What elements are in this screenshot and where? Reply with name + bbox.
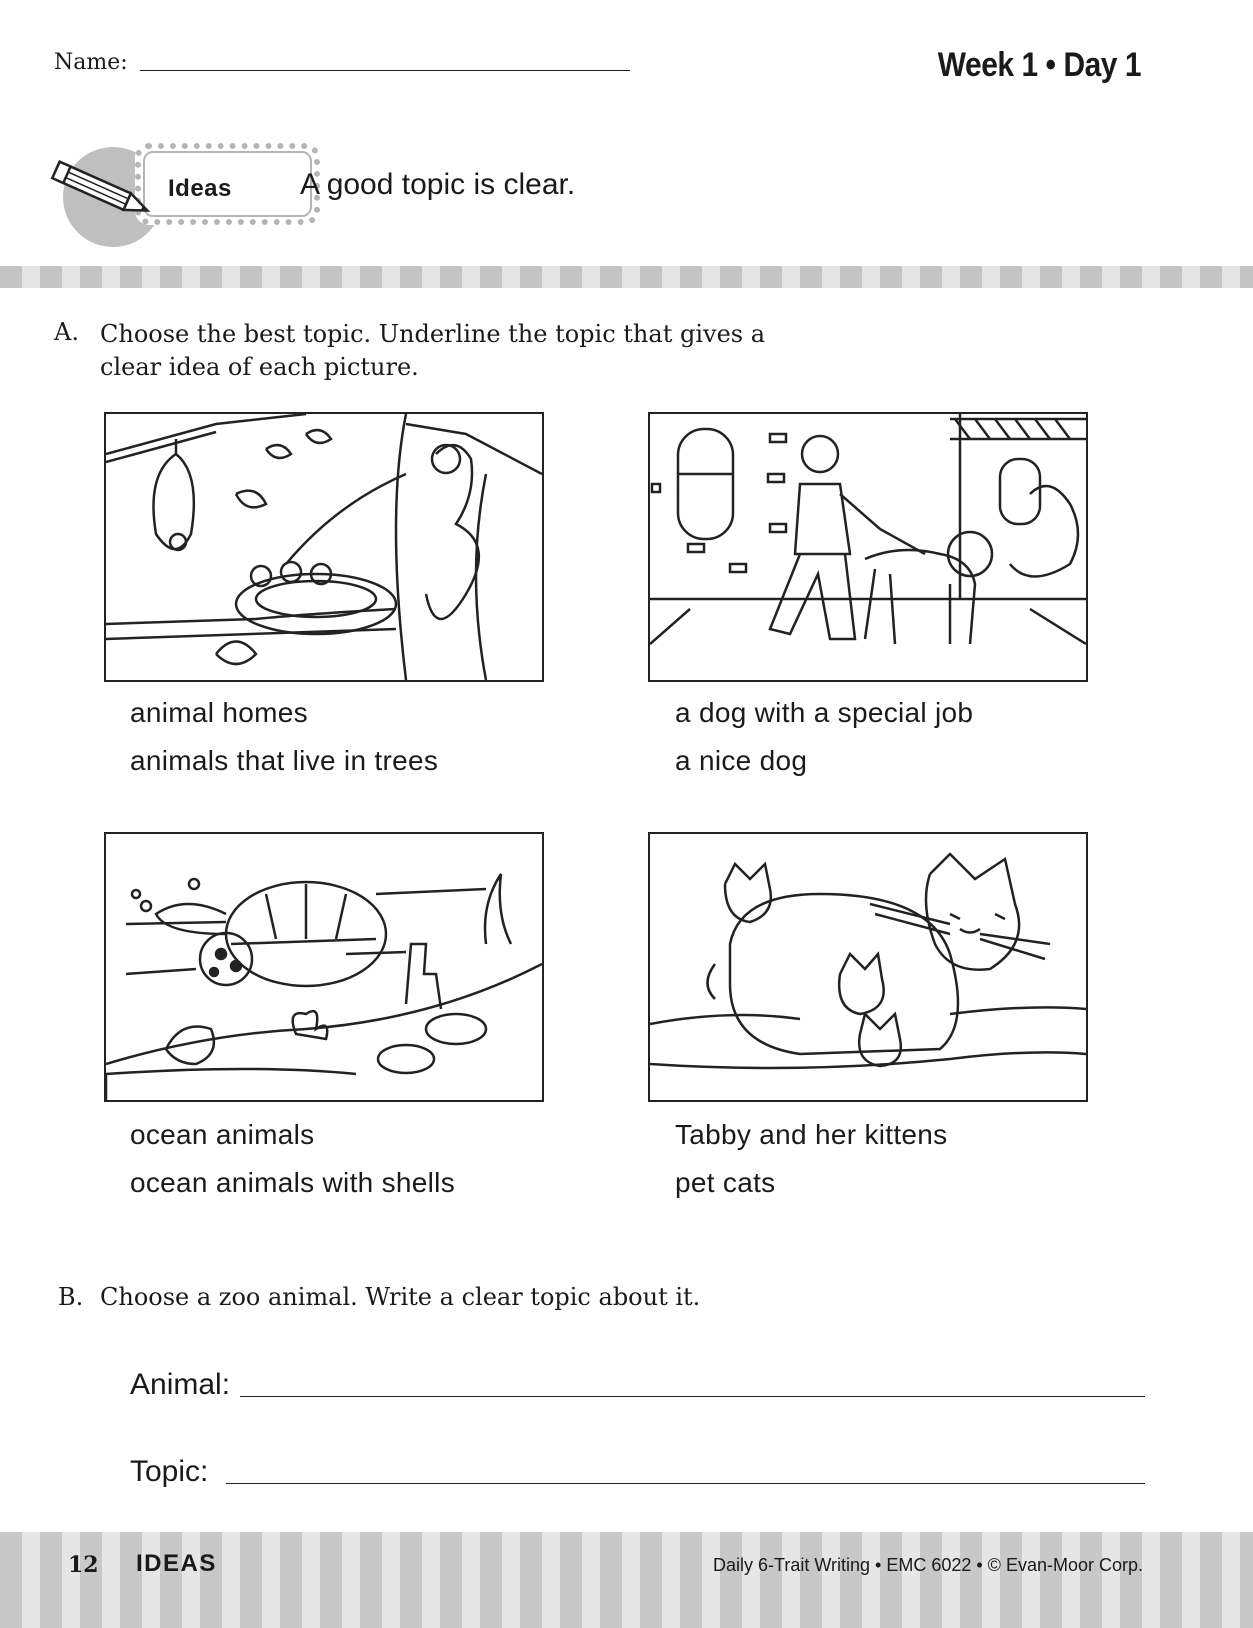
- option-ocean-animals-shells[interactable]: ocean animals with shells: [130, 1167, 455, 1198]
- option-tabby-kittens[interactable]: Tabby and her kittens: [675, 1119, 948, 1150]
- option-animals-in-trees[interactable]: animals that live in trees: [130, 745, 439, 776]
- trait-statement: A good topic is clear.: [300, 168, 576, 201]
- week-day-title: Week 1 • Day 1: [937, 46, 1141, 84]
- animal-input-line[interactable]: [240, 1396, 1145, 1397]
- footer-credit: Daily 6-Trait Writing • EMC 6022 • © Evan-Moor Corp.: [713, 1555, 1143, 1575]
- animal-label: Animal:: [130, 1368, 231, 1401]
- badge-label: Ideas: [168, 175, 232, 202]
- option-dog-special-job[interactable]: a dog with a special job: [675, 697, 974, 728]
- trees-animals-picture: [104, 412, 544, 682]
- topic-input-line[interactable]: [226, 1483, 1145, 1484]
- section-a-letter: A.: [54, 318, 79, 346]
- cat-kittens-picture: [648, 832, 1088, 1102]
- footer-section-name: IDEAS: [136, 1550, 217, 1577]
- section-b-letter: B.: [58, 1283, 84, 1311]
- option-animal-homes[interactable]: animal homes: [130, 697, 308, 728]
- name-label: Name:: [54, 50, 128, 75]
- pencil-icon: [50, 155, 160, 235]
- option-nice-dog[interactable]: a nice dog: [675, 745, 808, 776]
- name-input-line[interactable]: [140, 70, 630, 71]
- divider-stripe: [0, 266, 1253, 288]
- ideas-badge: [50, 135, 290, 245]
- footer-stripe: [0, 1532, 1253, 1628]
- option-pet-cats[interactable]: pet cats: [675, 1167, 776, 1198]
- section-b-instruction: Choose a zoo animal. Write a clear topic about it.: [100, 1283, 701, 1311]
- page-number: 12: [68, 1552, 99, 1578]
- ocean-animals-picture: [104, 832, 544, 1102]
- section-a-instruction: Choose the best topic. Underline the topic that gives a clear idea of each picture.: [100, 320, 766, 381]
- guide-dog-picture: [648, 412, 1088, 682]
- topic-label: Topic:: [130, 1455, 209, 1488]
- option-ocean-animals[interactable]: ocean animals: [130, 1119, 315, 1150]
